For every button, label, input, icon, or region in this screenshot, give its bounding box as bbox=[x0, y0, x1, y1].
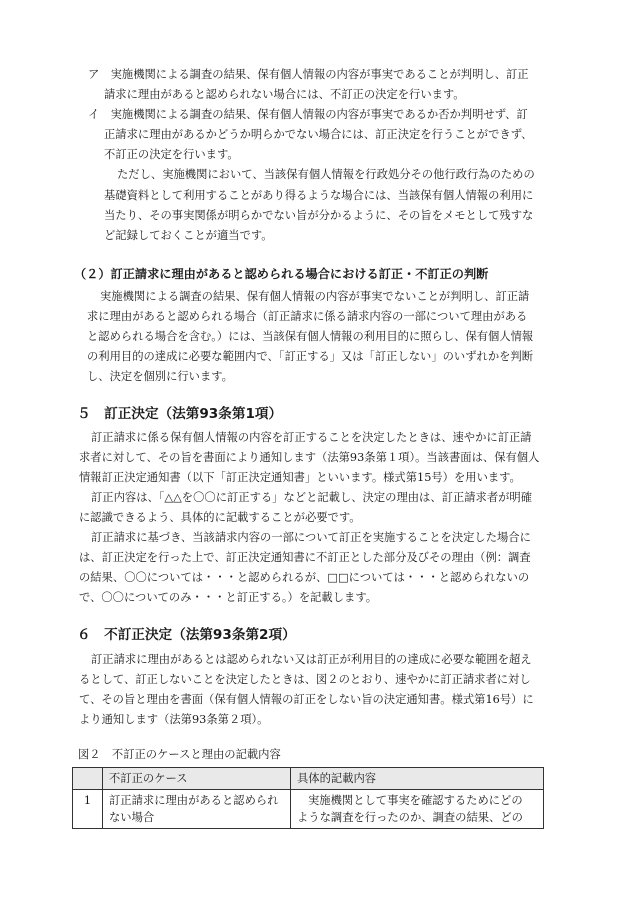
header-number bbox=[73, 768, 103, 790]
section-5-line-2: 求者に対して、その旨を書面により通知します（法第93条第１項）。当該書面は、保有個人 bbox=[79, 451, 540, 464]
section-2-heading: （２）訂正請求に理由があると認められる場合における訂正・不訂正の判断 bbox=[74, 267, 489, 281]
note-line-3: 当たり、その事実関係が明らかでない旨が分かるように、その旨をメモとして残すな bbox=[104, 209, 534, 222]
section-5-line-1: 訂正請求に係る保有個人情報の内容を訂正することを決定したときは、速やかに訂正請 bbox=[91, 431, 532, 444]
list-item-a-line-2: 請求に理由があると認められない場合には、不訂正の決定を行います。 bbox=[104, 88, 465, 101]
row-case-line: 訂正請求に理由があると認められ bbox=[109, 794, 279, 807]
section-6-line-4: より通知します（法第93条第２項）。 bbox=[79, 713, 269, 726]
note-line-1: ただし、実施機関において、当該保有個人情報を行政処分その他行政行為のための bbox=[117, 168, 535, 181]
row-case-line: ない場合 bbox=[109, 811, 155, 824]
figure-caption: 図２ 不訂正のケースと理由の記載内容 bbox=[78, 748, 281, 761]
section-5-heading: ５ 訂正決定（法第93条第1項） bbox=[77, 406, 283, 422]
section-2-line-3: と認められる場合を含む。）には、当該保有個人情報の利用目的に照らし、保有個人情報 bbox=[87, 330, 534, 343]
section-5-line-9: で、〇〇についてのみ・・・と訂正する。）を記載します。 bbox=[79, 591, 378, 604]
table-row bbox=[73, 790, 544, 829]
section-2-line-1: 実施機関による調査の結果、保有個人情報の内容が事実でないことが判明し、訂正請 bbox=[100, 290, 530, 303]
note-line-2: 基礎資料として利用することがあり得るような場合には、当該保有個人情報の利用に bbox=[104, 189, 534, 202]
section-6-line-3: て、その旨と理由を書面（保有個人情報の訂正をしない旨の決定通知書。様式第16号）に bbox=[79, 693, 534, 706]
row-number: 1 bbox=[73, 790, 103, 829]
row-case bbox=[103, 790, 291, 829]
section-5-line-6: 訂正請求に基づき、当該請求内容の一部について訂正を実施することを決定した場合に bbox=[91, 531, 531, 544]
section-6-line-1: 訂正請求に理由があるとは認められない又は訂正が利用目的の達成に必要な範囲を超え bbox=[91, 653, 532, 666]
section-5-line-3: 情報訂正決定通知書（以下「訂正決定通知書」といいます。様式第15号）を用います。 bbox=[79, 471, 521, 484]
section-5-line-4: 訂正内容は、「△△を〇〇に訂正する」などと記載し、決定の理由は、訂正請求者が明確 bbox=[91, 491, 533, 504]
list-item-i-line-3: 不訂正の決定を行います。 bbox=[104, 148, 239, 161]
section-5-line-5: に認識できるよう、具体的に記載することが必要です。 bbox=[79, 511, 361, 524]
row-detail-line: ような調査を行ったのか、調査の結果、どの bbox=[297, 811, 523, 824]
row-detail-line: 実施機関として事実を確認するためにどの bbox=[308, 794, 523, 807]
section-2-line-5: し、決定を個別に行います。 bbox=[87, 370, 233, 383]
header-case: 不訂正のケース bbox=[103, 768, 291, 790]
list-item-i-line-2: 正請求に理由があるかどうか明らかでない場合には、訂正決定を行うことができず、 bbox=[104, 128, 533, 141]
row-detail bbox=[291, 790, 544, 829]
section-6-heading: ６ 不訂正決定（法第93条第2項） bbox=[77, 627, 296, 643]
section-5-line-8: の結果、〇〇については・・・と認められるが、□□については・・・と認められないの bbox=[79, 571, 530, 584]
header-detail: 具体的記載内容 bbox=[291, 768, 544, 790]
figure-2-table bbox=[72, 767, 544, 829]
table-header-row bbox=[73, 768, 544, 790]
note-line-4: ど記録しておくことが適当です。 bbox=[104, 229, 273, 242]
list-item-a-line-1: ア 実施機関による調査の結果、保有個人情報の内容が事実であることが判明し、訂正 bbox=[88, 68, 529, 81]
section-6-line-2: るとして、訂正しないことを決定したときは、図２のとおり、速やかに訂正請求者に対し bbox=[79, 673, 531, 686]
section-2-line-2: 求に理由があると認められる場合（訂正請求に係る請求内容の一部について理由がある bbox=[87, 310, 528, 323]
section-2-line-4: の利用目的の達成に必要な範囲内で、「訂正する」又は「訂正しない」のいずれかを判断 bbox=[87, 350, 534, 363]
list-item-i-line-1: イ 実施機関による調査の結果、保有個人情報の内容が事実であるか否か判明せず、訂 bbox=[88, 108, 528, 121]
section-5-line-7: は、訂正決定を行った上で、訂正決定通知書に不訂正とした部分及びその理由（例：調査 bbox=[79, 551, 531, 564]
